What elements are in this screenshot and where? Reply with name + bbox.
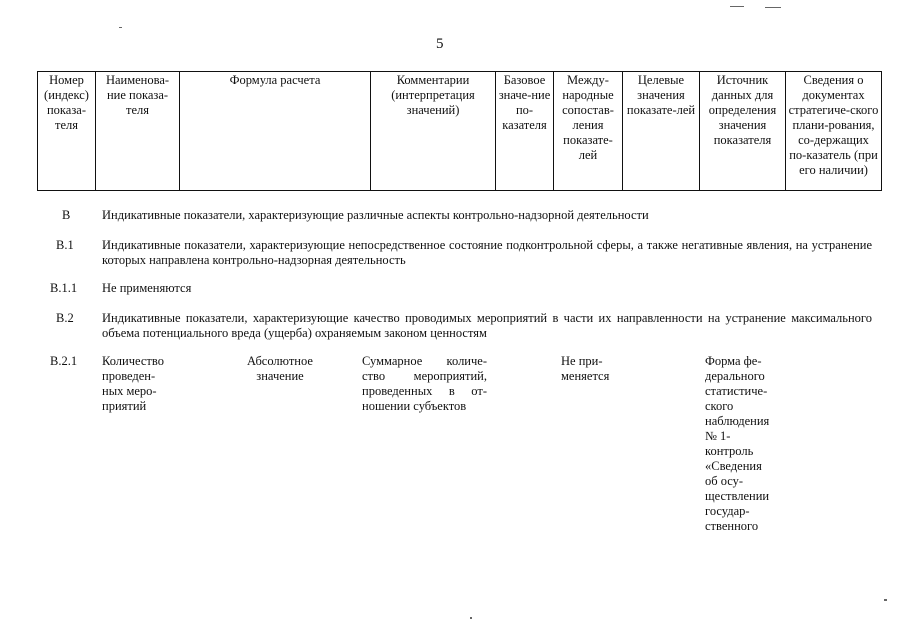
header-col-source: Источник данных для определения значения показателя <box>700 72 786 191</box>
section-text: Индикативные показатели, характеризующие непосредственное состояние подконтрольной сферы, а также негативные явления, на устранение которых направлена контрольно-надзорная деятельность <box>102 238 872 267</box>
page-number: 5 <box>436 36 444 52</box>
scan-speck <box>884 599 887 601</box>
section-text: Индикативные показатели, характеризующие различные аспекты контрольно-надзорной деятельности <box>102 208 649 222</box>
indicator-name: Количество проведен-ных меро-приятий <box>102 354 164 413</box>
header-col-international: Между-народные сопостав-ления показате-лей <box>554 72 623 191</box>
header-col-comments: Комментарии (интерпретация значений) <box>371 72 496 191</box>
header-col-formula: Формула расчета <box>180 72 371 191</box>
section-text: Не применяются <box>102 281 192 295</box>
indicator-header-table <box>37 71 882 191</box>
scan-speck <box>119 27 122 28</box>
section-code: В.1.1 <box>50 281 78 295</box>
header-col-name: Наименова-ние показа-теля <box>96 72 180 191</box>
indicator-code: В.2.1 <box>50 354 78 368</box>
header-col-target: Целевые значения показате-лей <box>623 72 700 191</box>
header-col-number: Номер (индекс) показа-теля <box>38 72 96 191</box>
scan-speck <box>470 617 472 619</box>
header-col-strategic-docs: Сведения о документах стратегиче-ского плани-рования, со-держащих по-казатель (при его наличии) <box>786 72 882 191</box>
scan-speck <box>730 6 744 7</box>
indicator-source: Форма фе-дерального статистиче-ского наблюдения № 1-контроль «Сведения об осу-ществлении государ-ственного <box>705 354 770 533</box>
scan-speck <box>765 7 781 8</box>
indicator-formula: Абсолютное значение <box>247 354 313 383</box>
section-code: В <box>62 208 71 222</box>
indicator-comment: Суммарное количе-ство мероприятий, проведенных в от-ношении субъектов <box>362 354 487 413</box>
indicator-international: Не при-меняется <box>561 354 610 383</box>
section-code: В.1 <box>56 238 74 252</box>
header-col-base-value: Базовое значе-ние по-казателя <box>496 72 554 191</box>
section-text: Индикативные показатели, характеризующие качество проводимых мероприятий в части их направленности на устранение максимального объема потенциального вреда (ущерба) охраняемым законом ценностям <box>102 311 872 340</box>
section-code: В.2 <box>56 311 74 325</box>
